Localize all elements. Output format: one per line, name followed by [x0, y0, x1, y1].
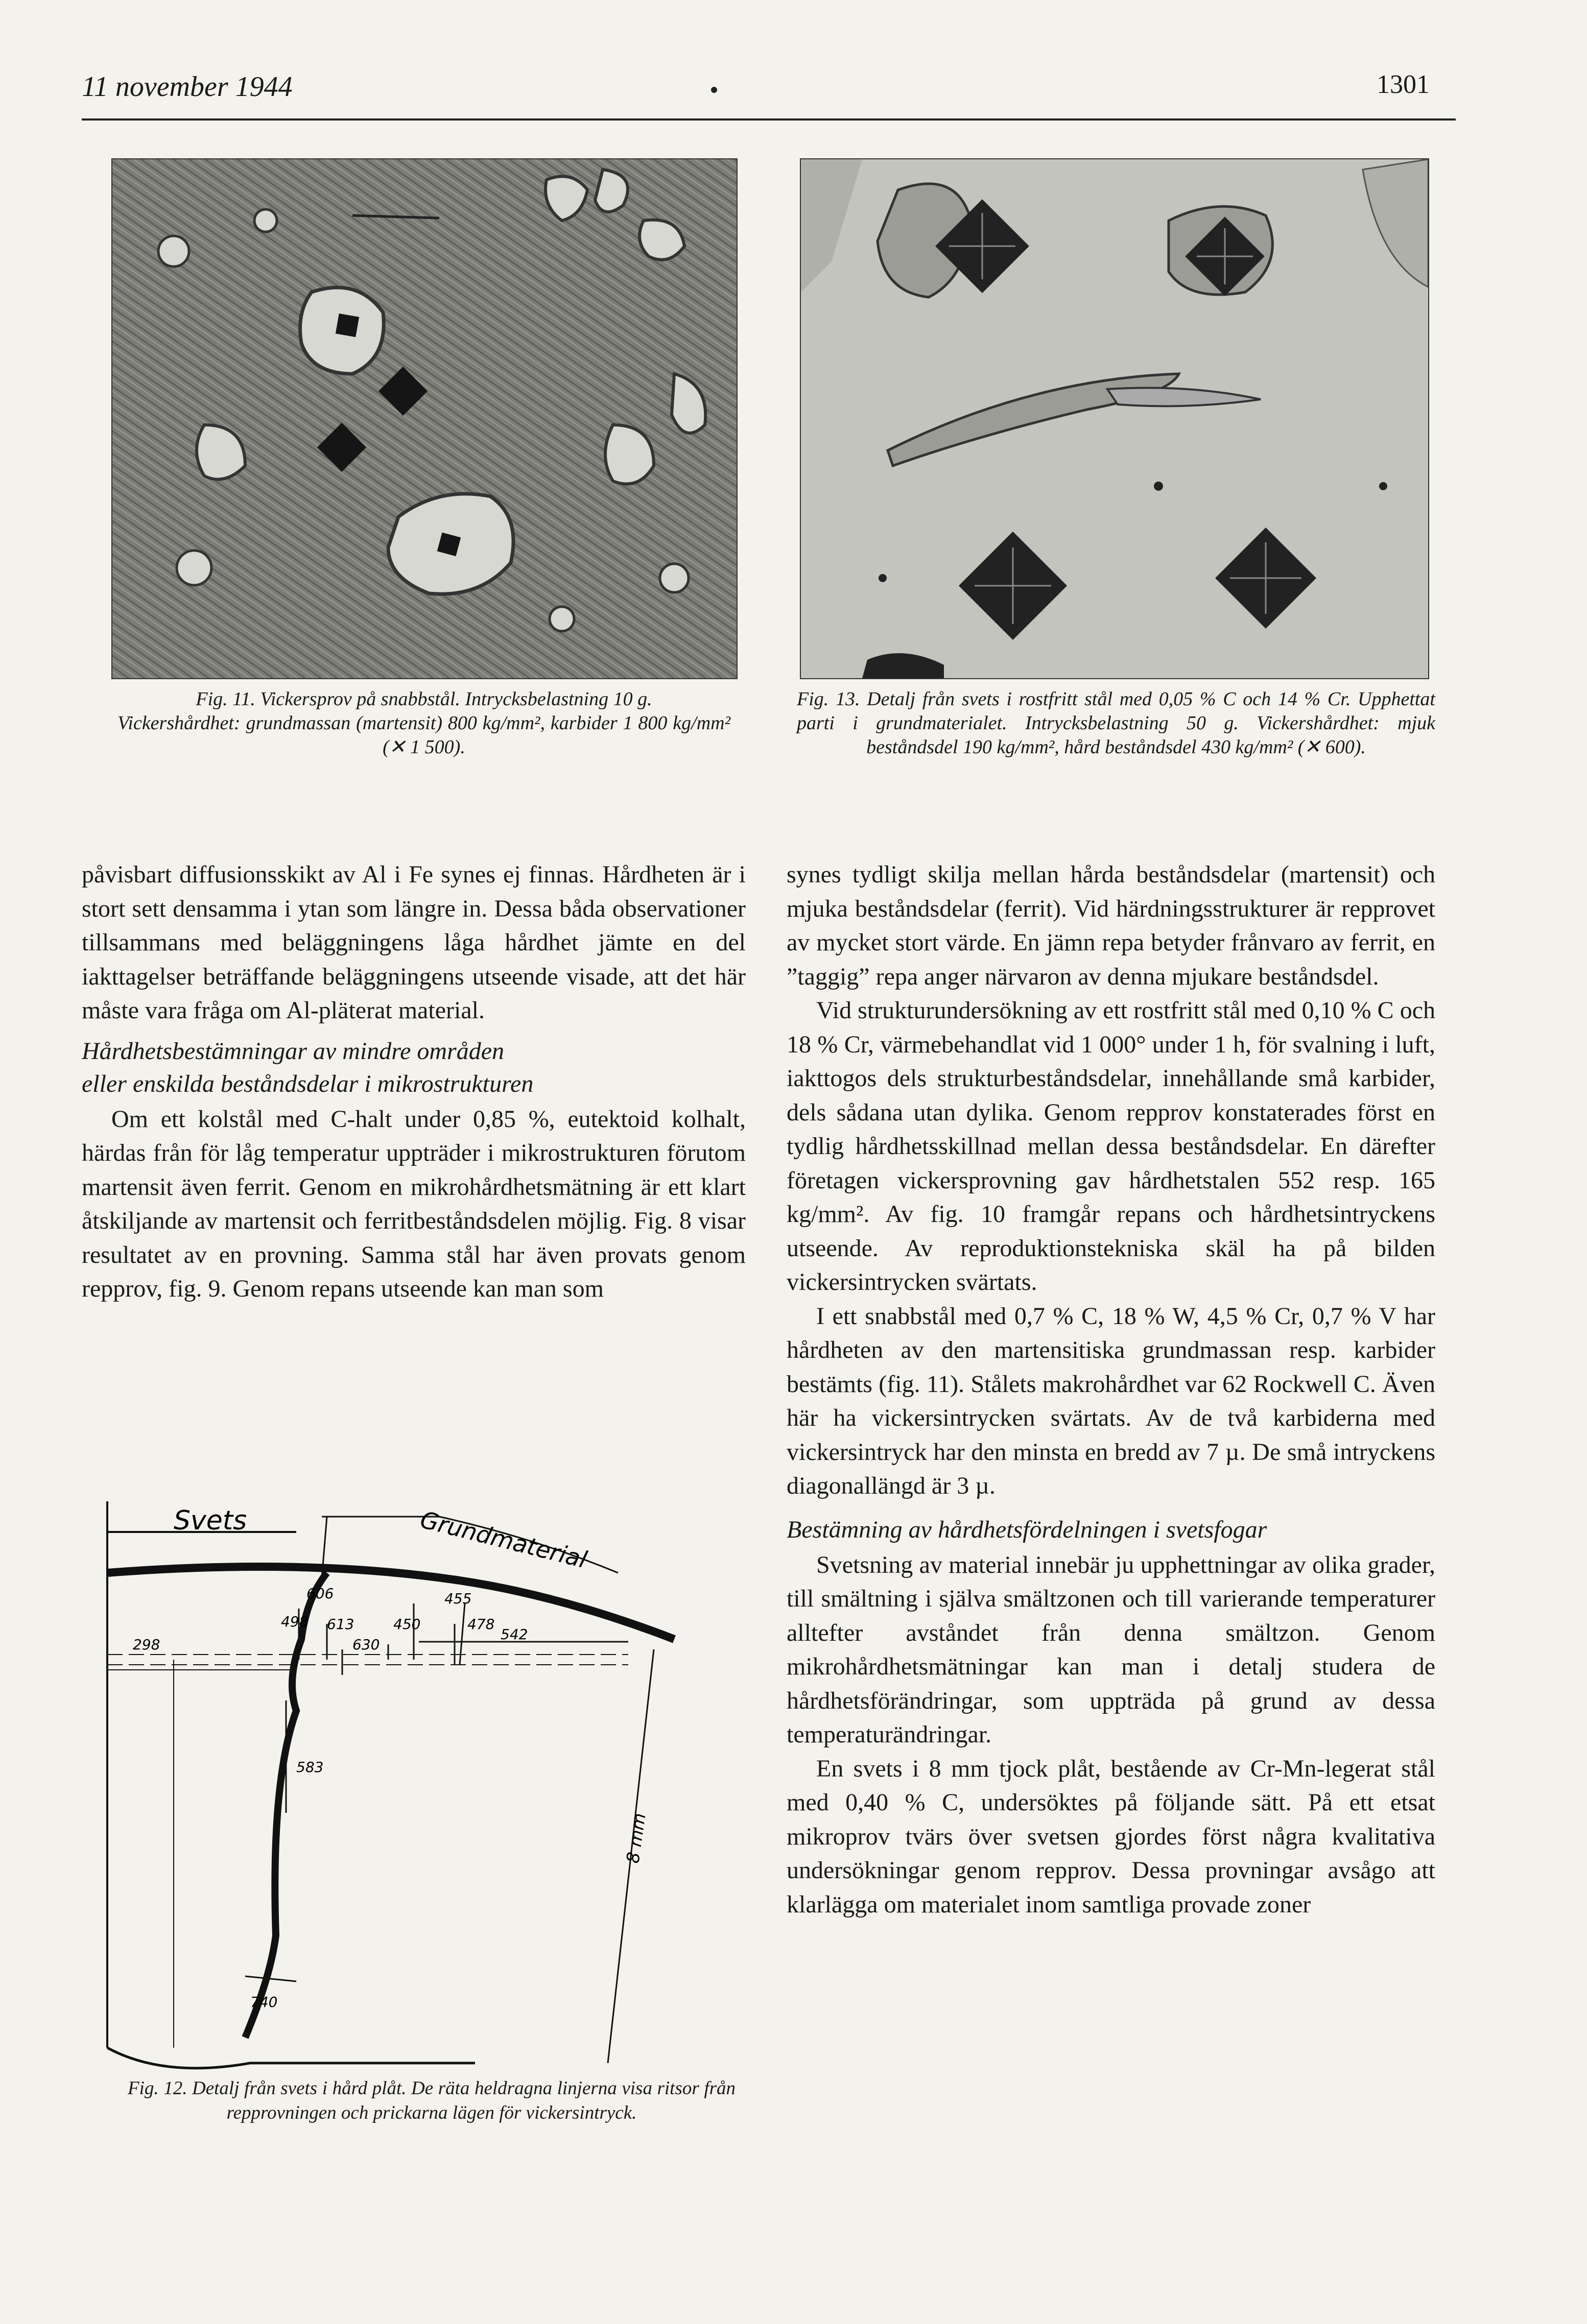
fig11-caption: [117, 687, 730, 759]
label-542: 542: [501, 1626, 528, 1643]
fig11-caption-line2: Vickershårdhet: grundmassan (martensit) 800 kg/mm², karbider 1 800 kg/mm² (✕ 1 500).: [117, 712, 730, 758]
right-column: [787, 858, 1435, 1922]
label-grundmaterial: Grundmaterial: [417, 1505, 590, 1574]
right-paragraph-2: Vid strukturundersökning av ett rostfritt stål med 0,10 % C och 18 % Cr, värmebehandlat vid 1 000° under 1 h, för svalning i luft, iakttogos dels strukturbeståndsdelar, innehållande små karbider, dels sådana utan dylika. Genom repprov konstaterades först en tydlig hårdhetsskillnad mellan dessa beståndsdelar. En därefter företagen vickersprovning gav hårdhetstalen 552 resp. 165 kg/mm². Av fig. 10 framgår repans och hårdhetsintryckens utseende. Av reproduktionstekniska skäl ha på bilden vickersintrycken svärtats.: [787, 997, 1435, 1296]
label-498: 498: [281, 1613, 309, 1630]
label-450: 450: [393, 1616, 421, 1633]
plate-top-surface: [107, 1567, 674, 1639]
fig13-caption: Fig. 13. Detalj från svets i rostfritt stål med 0,05 % C och 14 % Cr. Upphettat parti i grundmaterialet. Intrycksbelastning 50 g. Vickershårdhet: mjuk beståndsdel 190 kg/mm², hård beståndsdel 430 kg/mm² (✕ 600).: [797, 688, 1435, 758]
left-column: [82, 858, 746, 1306]
fig12-caption: Fig. 12. Detalj från svets i hård plåt. De räta heldragna linjerna visa ritsor från repprovningen och prickarna lägen för vickersintryck.: [128, 2078, 736, 2123]
page-date: 11 november 1944: [82, 71, 293, 103]
left-section-heading: [82, 1035, 746, 1100]
label-583: 583: [296, 1759, 324, 1776]
label-606: 606: [306, 1585, 334, 1602]
left-heading-line1: Hårdhetsbestämningar av mindre områden: [82, 1037, 505, 1065]
right-paragraph-3: I ett snabbstål med 0,7 % C, 18 % W, 4,5 % Cr, 0,7 % V har hårdheten av den martensitiska grundmassan resp. karbider bestämts (fig. 11). Stålets makrohårdhet var 62 Rockwell C. Även här ha vickersintrycken svärtats. Av de två karbiderna med vickersintryck har den minsta en bredd av 7 µ. De små intryckens diagonallängd är 3 µ.: [787, 1302, 1435, 1499]
label-455: 455: [444, 1590, 472, 1607]
header-rule: [82, 118, 1456, 121]
left-paragraph-2: Om ett kolstål med C-halt under 0,85 %, eutektoid kolhalt, härdas från för låg temperatur uppträder i mikrostrukturen förutom martensit även ferrit. Genom en mikrohårdhetsmätning är ett klart åtskiljande av martensit och ferritbeståndsdelen möjlig. Fig. 8 visar resultatet av en provning. Samma stål har även provats genom repprov, fig. 9. Genom repans utseende kan man som: [82, 1105, 746, 1302]
label-630: 630: [352, 1636, 380, 1653]
fig13-micrograph: [800, 158, 1429, 679]
right-paragraph-4: Svetsning av material innebär ju upphettningar av olika grader, till smältning i själva smältzonen och till varierande temperaturer alltefter avståndet från denna smältzon. Genom mikrohårdhetsmätningar kan man i detalj studera de hårdhetsförändringar, som uppträda på grund av dessa temperaturändringar.: [787, 1551, 1435, 1748]
label-svets: Svets: [174, 1505, 247, 1536]
fig12-diagram: [102, 1496, 736, 2083]
right-paragraph-5: En svets i 8 mm tjock plåt, bestående av Cr-Mn-legerat stål med 0,40 % C, undersöktes på följande sätt. På ett etsat mikroprov tvärs över svetsen gjordes först några kvalitativa undersökningar genom repprov. Dessa provningar avsågo att klarlägga om materialet inom samtliga provade zoner: [787, 1755, 1435, 1918]
fig11-micrograph: [111, 158, 738, 679]
label-478: 478: [467, 1616, 495, 1633]
label-scale: 8 mm: [623, 1811, 650, 1865]
right-paragraph-1: synes tydligt skilja mellan hårda beståndsdelar (martensit) och mjuka beståndsdelar (ferrit). Vid härdningsstrukturer är repprovet av mycket stort värde. En jämn repa betyder frånvaro av ferrit, en ”taggig” repa anger närvaron av denna mjukare beståndsdel.: [787, 861, 1435, 990]
label-740: 740: [250, 1994, 278, 2010]
left-paragraph-1: påvisbart diffusionsskikt av Al i Fe synes ej finnas. Hårdheten är i stort sett densamma i ytan som längre in. Dessa båda observationer tillsammans med beläggningens låga hårdhet jämte en del iakttagelser beträffande beläggningens utseende visade, att det här måste vara fråga om Al-pläterat material.: [82, 861, 746, 1024]
fig11-caption-line1: Fig. 11. Vickersprov på snabbstål. Intrycksbelastning 10 g.: [196, 688, 652, 710]
header-dot: [711, 87, 717, 93]
label-613: 613: [327, 1616, 354, 1633]
plate-bottom-surface: [107, 2048, 475, 2068]
label-298: 298: [133, 1636, 160, 1653]
fig12-svg: [102, 1496, 736, 2083]
page-number: 1301: [1377, 70, 1430, 99]
left-heading-line2: eller enskilda beståndsdelar i mikrostrukturen: [82, 1070, 534, 1097]
right-section-heading: Bestämning av hårdhetsfördelningen i svetsfogar: [787, 1516, 1267, 1543]
